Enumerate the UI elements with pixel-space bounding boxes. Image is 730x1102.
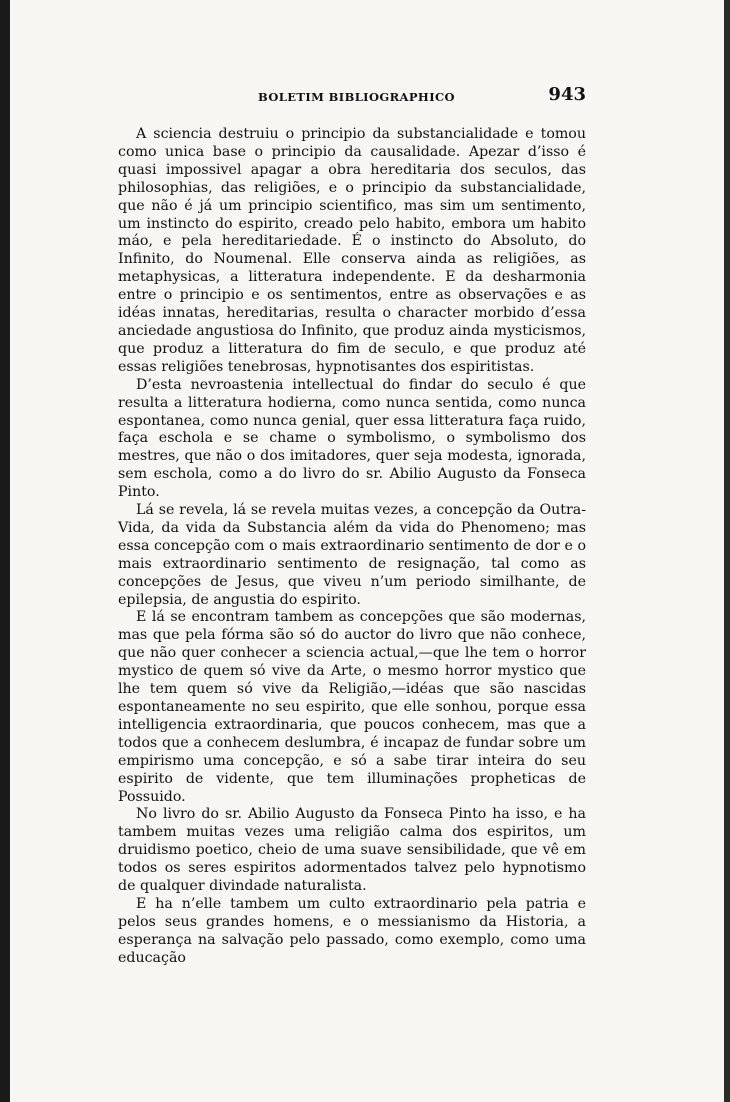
scan-border-right xyxy=(724,0,730,1102)
paragraph: Lá se revela, lá se revela muitas vezes, a concepção da Outra-Vida, da vida da Substancia além da vida do Phenomeno; mas essa concepção com o mais extraordinario sentimento de dor e o mais extraordinario sentimento de resignação, tal como as concepções de Jesus, que viveu n’um periodo similhante, de epilepsia, de angustia do espirito. xyxy=(118,502,586,608)
page-header xyxy=(118,80,586,112)
book-page xyxy=(118,80,586,968)
paragraph: E lá se encontram tambem as concepções que são modernas, mas que pela fórma são só do auctor do livro que não conhece, que não quer conhecer a sciencia actual,—que lhe tem o horror mystico de quem só vive da Arte, o mesmo horror mystico que lhe tem quem só vive da Religião,—idéas que são nascidas espontaneamente no seu espirito, que elle sonhou, porque essa intelligencia extraordinaria, que poucos conhecem, mas que a todos que a conhecem deslumbra, é incapaz de fundar sobre um empirismo uma concepção, e só a sabe tirar inteira do seu espirito de vidente, que tem illuminações propheticas de Possuido. xyxy=(118,609,586,805)
paragraph: A sciencia destruiu o principio da substancialidade e tomou como unica base o principio da causalidade. Apezar d’isso é quasi impossivel apagar a obra hereditaria dos seculos, das philosophias, das religiões, e o principio da substancialidade, que não é já um principio scientifico, mas sim um sentimento, um instincto do espirito, creado pelo habito, embora um habito máo, e pela hereditariedade. É o instincto do Absoluto, do Infinito, do Noumenal. Elle conserva ainda as religiões, as metaphysicas, a litteratura independente. E da desharmonia entre o principio e os sentimentos, entre as observações e as idéas innatas, hereditarias, resulta o character morbido d’essa anciedade angustiosa do Infinito, que produz ainda mysticismos, que produz a litteratura do fim de seculo, e que produz até essas religiões tenebrosas, hypnotisantes dos espiritistas. xyxy=(118,126,586,375)
running-title: BOLETIM BIBLIOGRAPHICO xyxy=(258,90,455,104)
paragraph: E ha n’elle tambem um culto extraordinario pela patria e pelos seus grandes homens, e o messianismo da Historia, a esperança na salvação pelo passado, como exemplo, como uma educação xyxy=(118,895,586,966)
paragraph: No livro do sr. Abilio Augusto da Fonseca Pinto ha isso, e ha tambem muitas vezes uma religião calma dos espiritos, um druidismo poetico, cheio de uma suave sensibilidade, que vê em todos os seres espiritos adormentados talvez pelo hypnotismo de qualquer divindade naturalista. xyxy=(118,806,586,895)
scan-border-left xyxy=(0,0,10,1102)
body-text xyxy=(118,126,586,968)
paragraph: D’esta nevroastenia intellectual do findar do seculo é que resulta a litteratura hodierna, como nunca sentida, como nunca espontanea, como nunca genial, quer essa litteratura faça ruido, faça eschola e se chame o symbolismo, o symbolismo dos mestres, que não o dos imitadores, quer seja modesta, ignorada, sem eschola, como a do livro do sr. Abilio Augusto da Fonseca Pinto. xyxy=(118,376,586,501)
page-number: 943 xyxy=(548,84,586,105)
